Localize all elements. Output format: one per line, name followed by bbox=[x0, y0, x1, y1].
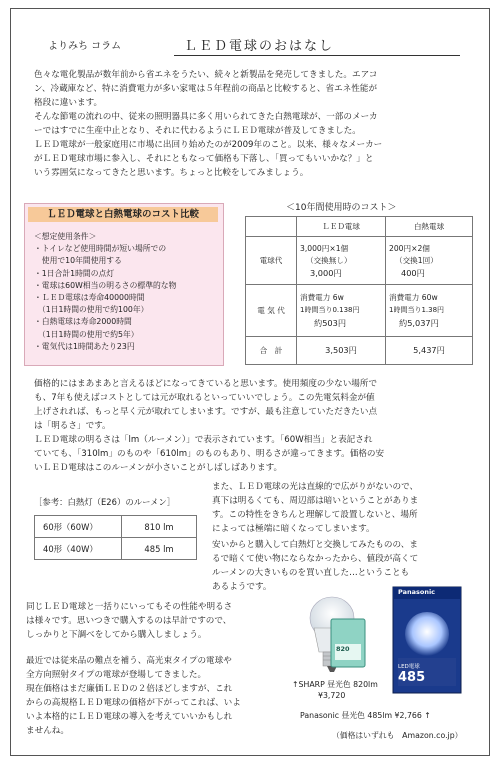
ref-type-cell: 40形（40W） bbox=[35, 538, 122, 560]
text-line: いＬＥＤ電球はこのルーメンが小さいことがしばしばあります。 bbox=[34, 463, 283, 473]
sharp-price: ¥3,720 bbox=[318, 691, 346, 700]
row-header-bulb: 電球代 bbox=[246, 237, 297, 285]
condition-item: ・トイレなど使用時間が短い場所での bbox=[34, 244, 167, 254]
conditions-list bbox=[34, 231, 176, 353]
text-line: 最近では従来品の難点を補う、高光束タイプの電球や bbox=[26, 656, 232, 666]
cell-line: 1時間当り0.138円 bbox=[300, 306, 360, 315]
text-line: す。この特性をきちんと理解して設置しないと、場所 bbox=[212, 510, 418, 520]
text-line: 上げされれば、もっと早く元が取れてしまいます。ですが、最も注意していただきたい点 bbox=[34, 407, 378, 417]
panasonic-box-lumen: 485 bbox=[398, 670, 426, 685]
text-line: いよ本格的にＬＥＤ電球の導入を考えていいかもしれ bbox=[26, 712, 233, 722]
text-line: ーではすでに生産中止となり、それに代わるようにＬＥＤ電球が普及してきました。 bbox=[34, 126, 361, 136]
text-line: ン、冷蔵庫など、特に消費電力が多い家電は５年程前の商品と比較すると、省エネ性能が bbox=[34, 84, 378, 94]
panasonic-box-label: LED電球 bbox=[398, 664, 420, 670]
text-line: 安いからと購入して白熱灯と交換してみたものの、ま bbox=[212, 540, 418, 550]
text-line: 現在価格はまだ廉価ＬＥＤの２倍ほどしますが、これ bbox=[26, 684, 233, 694]
condition-item: ・1日合計1時間の点灯 bbox=[34, 268, 115, 278]
text-line: がＬＥＤ電球市場に参入し、それにともなって価格も下落し、「買ってもいいかな？」と bbox=[34, 154, 374, 164]
cell-total: 3,000円 bbox=[310, 267, 342, 278]
col-header-incandescent: 白熱電球 bbox=[386, 217, 473, 237]
ref-lumen-cell: 485 lm bbox=[122, 538, 197, 560]
cell-total: 400円 bbox=[401, 267, 425, 278]
sharp-caption: ↑SHARP 昼光色 820lm bbox=[292, 680, 378, 689]
title-underline bbox=[174, 55, 460, 56]
cost-table-title: ＜10年間使用時のコスト＞ bbox=[286, 203, 397, 213]
cell-line: 3,000円×1個 bbox=[300, 243, 349, 253]
cell-line: 消費電力 6w bbox=[300, 292, 344, 302]
text-line: 格段に違います。 bbox=[34, 98, 103, 108]
text-line: ルーメンの大きいものを買い直した…ということも bbox=[212, 568, 410, 578]
page-title: ＬＥＤ電球のおはなし bbox=[184, 39, 335, 54]
text-line: ＬＥＤ電球の明るさは「lm（ルーメン）」で表示されています。「60W相当」と表記され bbox=[34, 435, 373, 445]
cell-line: （交換無し） bbox=[306, 255, 352, 265]
cell-line: 消費電力 60w bbox=[389, 292, 438, 302]
condition-item: （1日1時間の使用で約100年） bbox=[34, 305, 149, 315]
text-line: も、7年も使えばコストとしては元が取れるといっていいでしょう。この先電気料金が値 bbox=[34, 393, 375, 403]
text-line: からの高規格ＬＥＤ電球の価格が下がってこれば、いよ bbox=[26, 698, 241, 708]
led-bulb-cell bbox=[297, 237, 386, 285]
text-line: 全方向照射タイプの電球が登場してきました。 bbox=[26, 670, 207, 680]
col-header-led: ＬＥＤ電球 bbox=[297, 217, 386, 237]
cell-total: 約5,037円 bbox=[399, 317, 439, 328]
cell-line: （交換1回） bbox=[395, 255, 438, 265]
condition-item: （1日1時間の使用で約5年） bbox=[34, 329, 139, 339]
sharp-package-image bbox=[330, 618, 366, 668]
corner-cell bbox=[246, 217, 297, 237]
text-line: ていても、「310lm」のものや「610lm」のものもあり、明るさが違ってきます。価格の安 bbox=[34, 449, 385, 459]
rebuy-paragraph bbox=[212, 538, 418, 594]
new-products-paragraph bbox=[26, 654, 241, 738]
conditions-heading: ＬＥＤ電球と白熱電球のコスト比較 bbox=[28, 207, 218, 222]
text-line: ませんね。 bbox=[26, 726, 69, 736]
condition-item: ・電球は60W相当の明るさの標準的な物 bbox=[34, 280, 177, 290]
text-line: そんな節電の流れの中、従来の照明器具に多く用いられてきた白熱電球が、一部のメーカ bbox=[34, 112, 378, 122]
text-line: 真下は明るくても、周辺部は暗いということがありま bbox=[212, 496, 419, 506]
led-total-cell: 3,503円 bbox=[297, 337, 386, 365]
inc-bulb-cell bbox=[386, 237, 473, 285]
body-paragraph bbox=[34, 377, 384, 475]
cell-total: 約503円 bbox=[314, 317, 347, 328]
condition-item: ・ＬＥＤ電球は寿命40000時間 bbox=[34, 293, 145, 303]
text-line: 価格的にはまあまあと言えるほどになってきていると思います。使用頻度の少ない場所で bbox=[34, 379, 378, 389]
condition-item: ・電気代は1時間あたり23円 bbox=[34, 341, 135, 351]
led-power-cell bbox=[297, 285, 386, 337]
reference-title: ［参考：白熱灯（E26）のルーメン］ bbox=[34, 497, 176, 507]
text-line: は「明るさ」です。 bbox=[34, 421, 111, 431]
text-line: いう雰囲気になってきたと思います。ちょっと比較をしてみましょう。 bbox=[34, 168, 309, 178]
text-line: また、ＬＥＤ電球の光は直線的で広がりがないので、 bbox=[212, 482, 419, 492]
text-line: しっかりと下調べをしてから購入しましょう。 bbox=[26, 630, 207, 640]
ref-lumen-cell: 810 lm bbox=[122, 516, 197, 538]
condition-item: 使用で10年間使用する bbox=[34, 256, 122, 266]
row-header-total: 合 計 bbox=[246, 337, 297, 365]
light-spread-paragraph bbox=[212, 480, 418, 536]
cell-line: 1時間当り1.38円 bbox=[389, 306, 445, 315]
research-paragraph bbox=[26, 600, 232, 642]
cell-line: 200円×2個 bbox=[389, 243, 430, 253]
row-header-power: 電 気 代 bbox=[246, 285, 297, 337]
text-line: によっては極端に暗くなってしまいます。 bbox=[212, 524, 375, 534]
text-line: ＬＥＤ電球が一般家庭用に市場に出回り始めたのが2009年のこと。以来、様々なメーカー bbox=[34, 140, 383, 150]
condition-item: ＜想定使用条件＞ bbox=[34, 232, 97, 241]
text-line: るで暗くて使い物にならなかったから、値段が高くて bbox=[212, 554, 419, 564]
text-line: あるようです。 bbox=[212, 582, 272, 592]
column-tag: よりみち コラム bbox=[48, 41, 122, 52]
condition-item: ・白熱電球は寿命2000時間 bbox=[34, 317, 132, 327]
lumen-reference-table bbox=[34, 515, 197, 560]
panasonic-caption: Panasonic 昼光色 485lm ¥2,766 ↑ bbox=[300, 711, 431, 720]
panasonic-brand-label: Panasonic bbox=[398, 588, 436, 596]
ref-type-cell: 60形（60W） bbox=[35, 516, 122, 538]
sharp-package-lumen: 820 bbox=[336, 645, 350, 653]
price-source-note: （価格はいずれも Amazon.co.jp） bbox=[332, 731, 463, 740]
cost-table bbox=[245, 216, 473, 365]
inc-power-cell bbox=[386, 285, 473, 337]
intro-paragraph bbox=[34, 68, 382, 180]
inc-total-cell: 5,437円 bbox=[386, 337, 473, 365]
text-line: 色々な電化製品が数年前から省エネをうたい、続々と新製品を発売してきました。エアコ bbox=[34, 70, 378, 80]
text-line: は様々です。思いつきで購入するのは早計ですので、 bbox=[26, 616, 232, 626]
text-line: 同じＬＥＤ電球と一括りにいってもその性能や明るさ bbox=[26, 602, 233, 612]
